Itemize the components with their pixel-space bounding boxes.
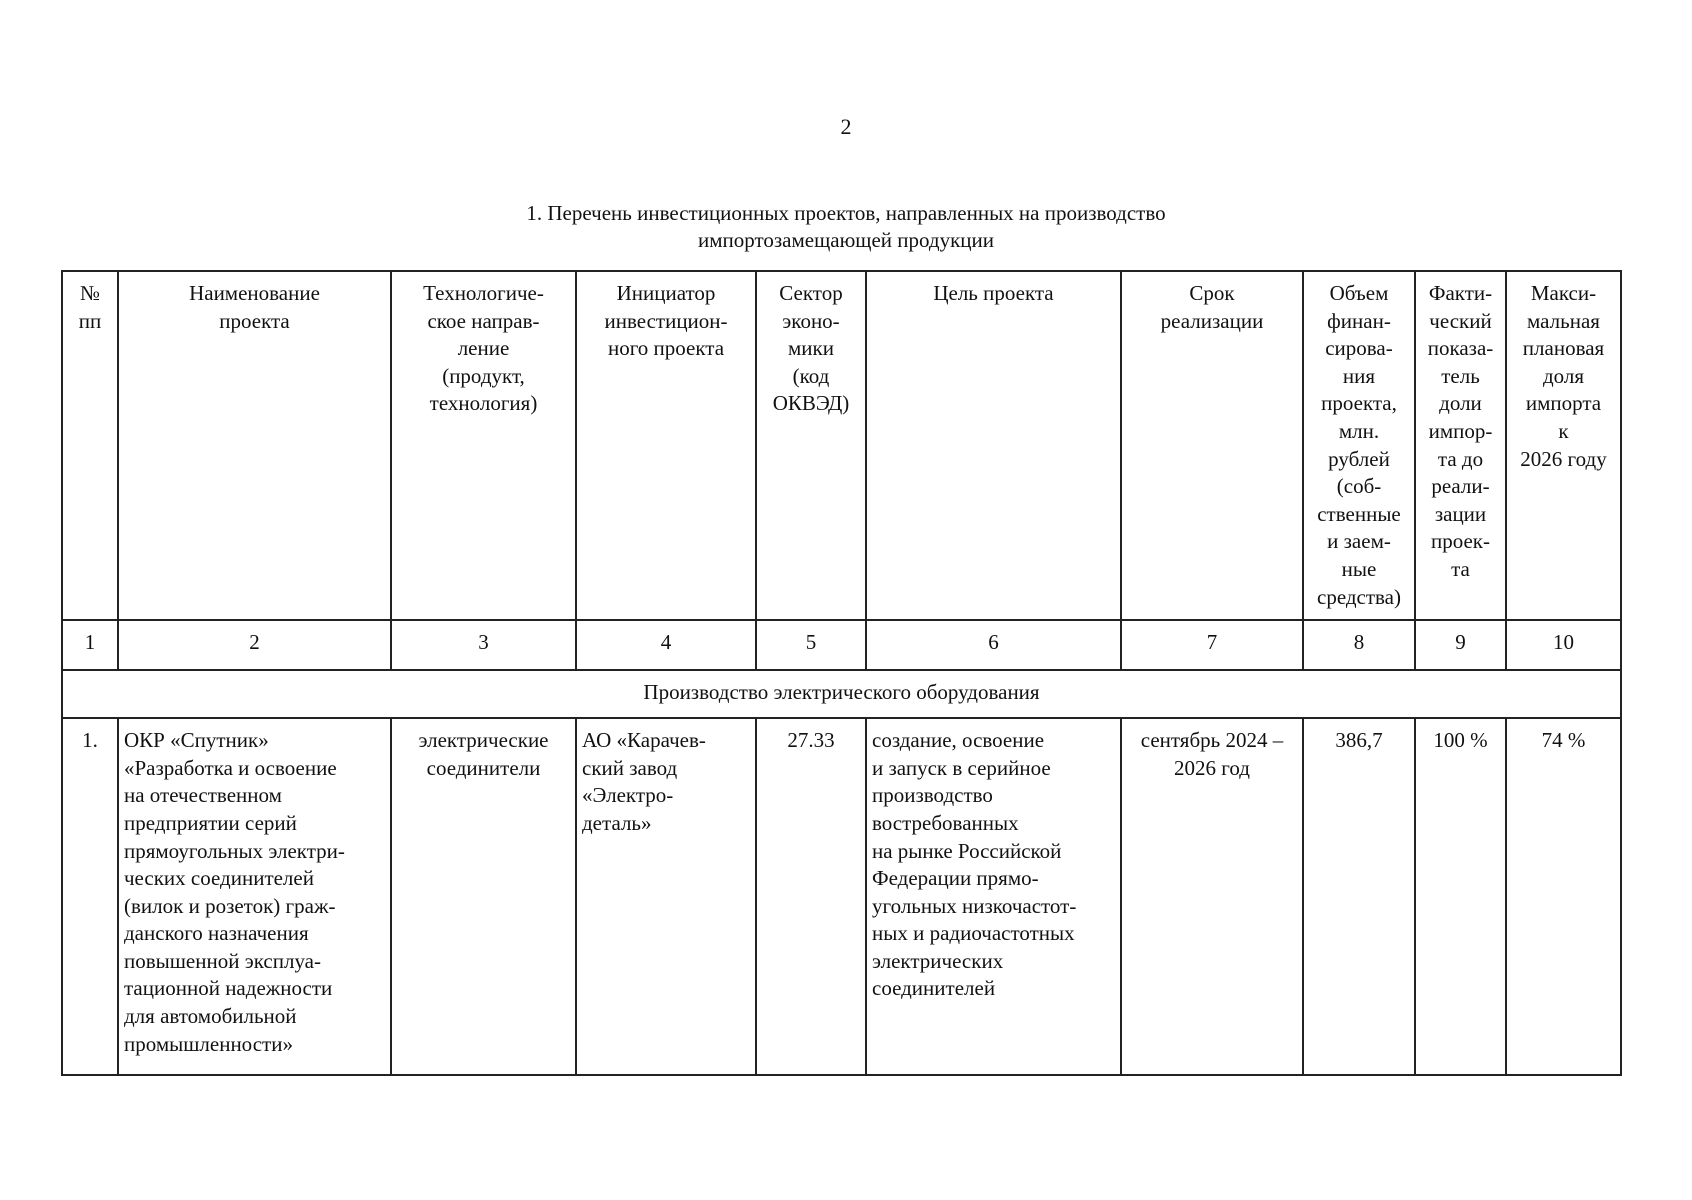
column-number: 9 (1415, 620, 1506, 670)
header-cell-tech: Технологиче- ское направ- ление (продукт, технология) (391, 271, 576, 620)
header-cell-okved: Сектор эконо- мики (код ОКВЭД) (756, 271, 866, 620)
header-cell-initiator: Инициатор инвестицион- ного проекта (576, 271, 756, 620)
column-number: 4 (576, 620, 756, 670)
header-cell-max-share: Макси- мальная плановая доля импорта к 2026 году (1506, 271, 1621, 620)
header-cell-funding: Объем финан- сирова- ния проекта, млн. рублей (соб- ственные и заем- ные средства) (1303, 271, 1415, 620)
project-goal: создание, освоение и запуск в серийное производство востребованных на рынке Российской Федерации прямо- угольных низкочастот- ных и радиочастотных электрических соединителей (866, 718, 1121, 1075)
actual-import-share: 100 % (1415, 718, 1506, 1075)
section-title: Производство электрического оборудования (62, 670, 1621, 718)
page-number: 2 (840, 114, 852, 139)
max-import-share: 74 % (1506, 718, 1621, 1075)
document-title-line-2: импортозамещающей продукции (697, 228, 994, 252)
column-number: 10 (1506, 620, 1621, 670)
column-number: 1 (62, 620, 118, 670)
column-number: 7 (1121, 620, 1303, 670)
initiator: АО «Карачев- ский завод «Электро- деталь» (576, 718, 756, 1075)
document-title (0, 200, 1692, 254)
header-cell-actual-share: Факти- ческий показа- тель доли импор- та до реали- зации проек- та (1415, 271, 1506, 620)
header-cell-goal: Цель проекта (866, 271, 1121, 620)
section-row (62, 670, 1621, 718)
column-number: 2 (118, 620, 391, 670)
header-cell-period: Срок реализации (1121, 271, 1303, 620)
project-name: ОКР «Спутник» «Разработка и освоение на отечественном предприятии серий прямоугольных электри- ческих соединителей (вилок и розеток) граж- данского назначения повышенной эксплуа- тационной надежности для автомобильной промышленности» (118, 718, 391, 1075)
tech-direction: электрические соединители (391, 718, 576, 1075)
column-number: 3 (391, 620, 576, 670)
okved-code: 27.33 (756, 718, 866, 1075)
header-cell-name: Наименование проекта (118, 271, 391, 620)
header-cell-number: № пп (62, 271, 118, 620)
document-title-line-1: 1. Перечень инвестиционных проектов, направленных на производство (526, 201, 1166, 225)
table-row (62, 718, 1621, 1075)
implementation-period: сентябрь 2024 – 2026 год (1121, 718, 1303, 1075)
row-number: 1. (62, 718, 118, 1075)
column-number-row (62, 620, 1621, 670)
column-number: 5 (756, 620, 866, 670)
header-row (62, 271, 1621, 620)
column-number: 6 (866, 620, 1121, 670)
funding-amount: 386,7 (1303, 718, 1415, 1075)
projects-table (61, 270, 1622, 1076)
column-number: 8 (1303, 620, 1415, 670)
